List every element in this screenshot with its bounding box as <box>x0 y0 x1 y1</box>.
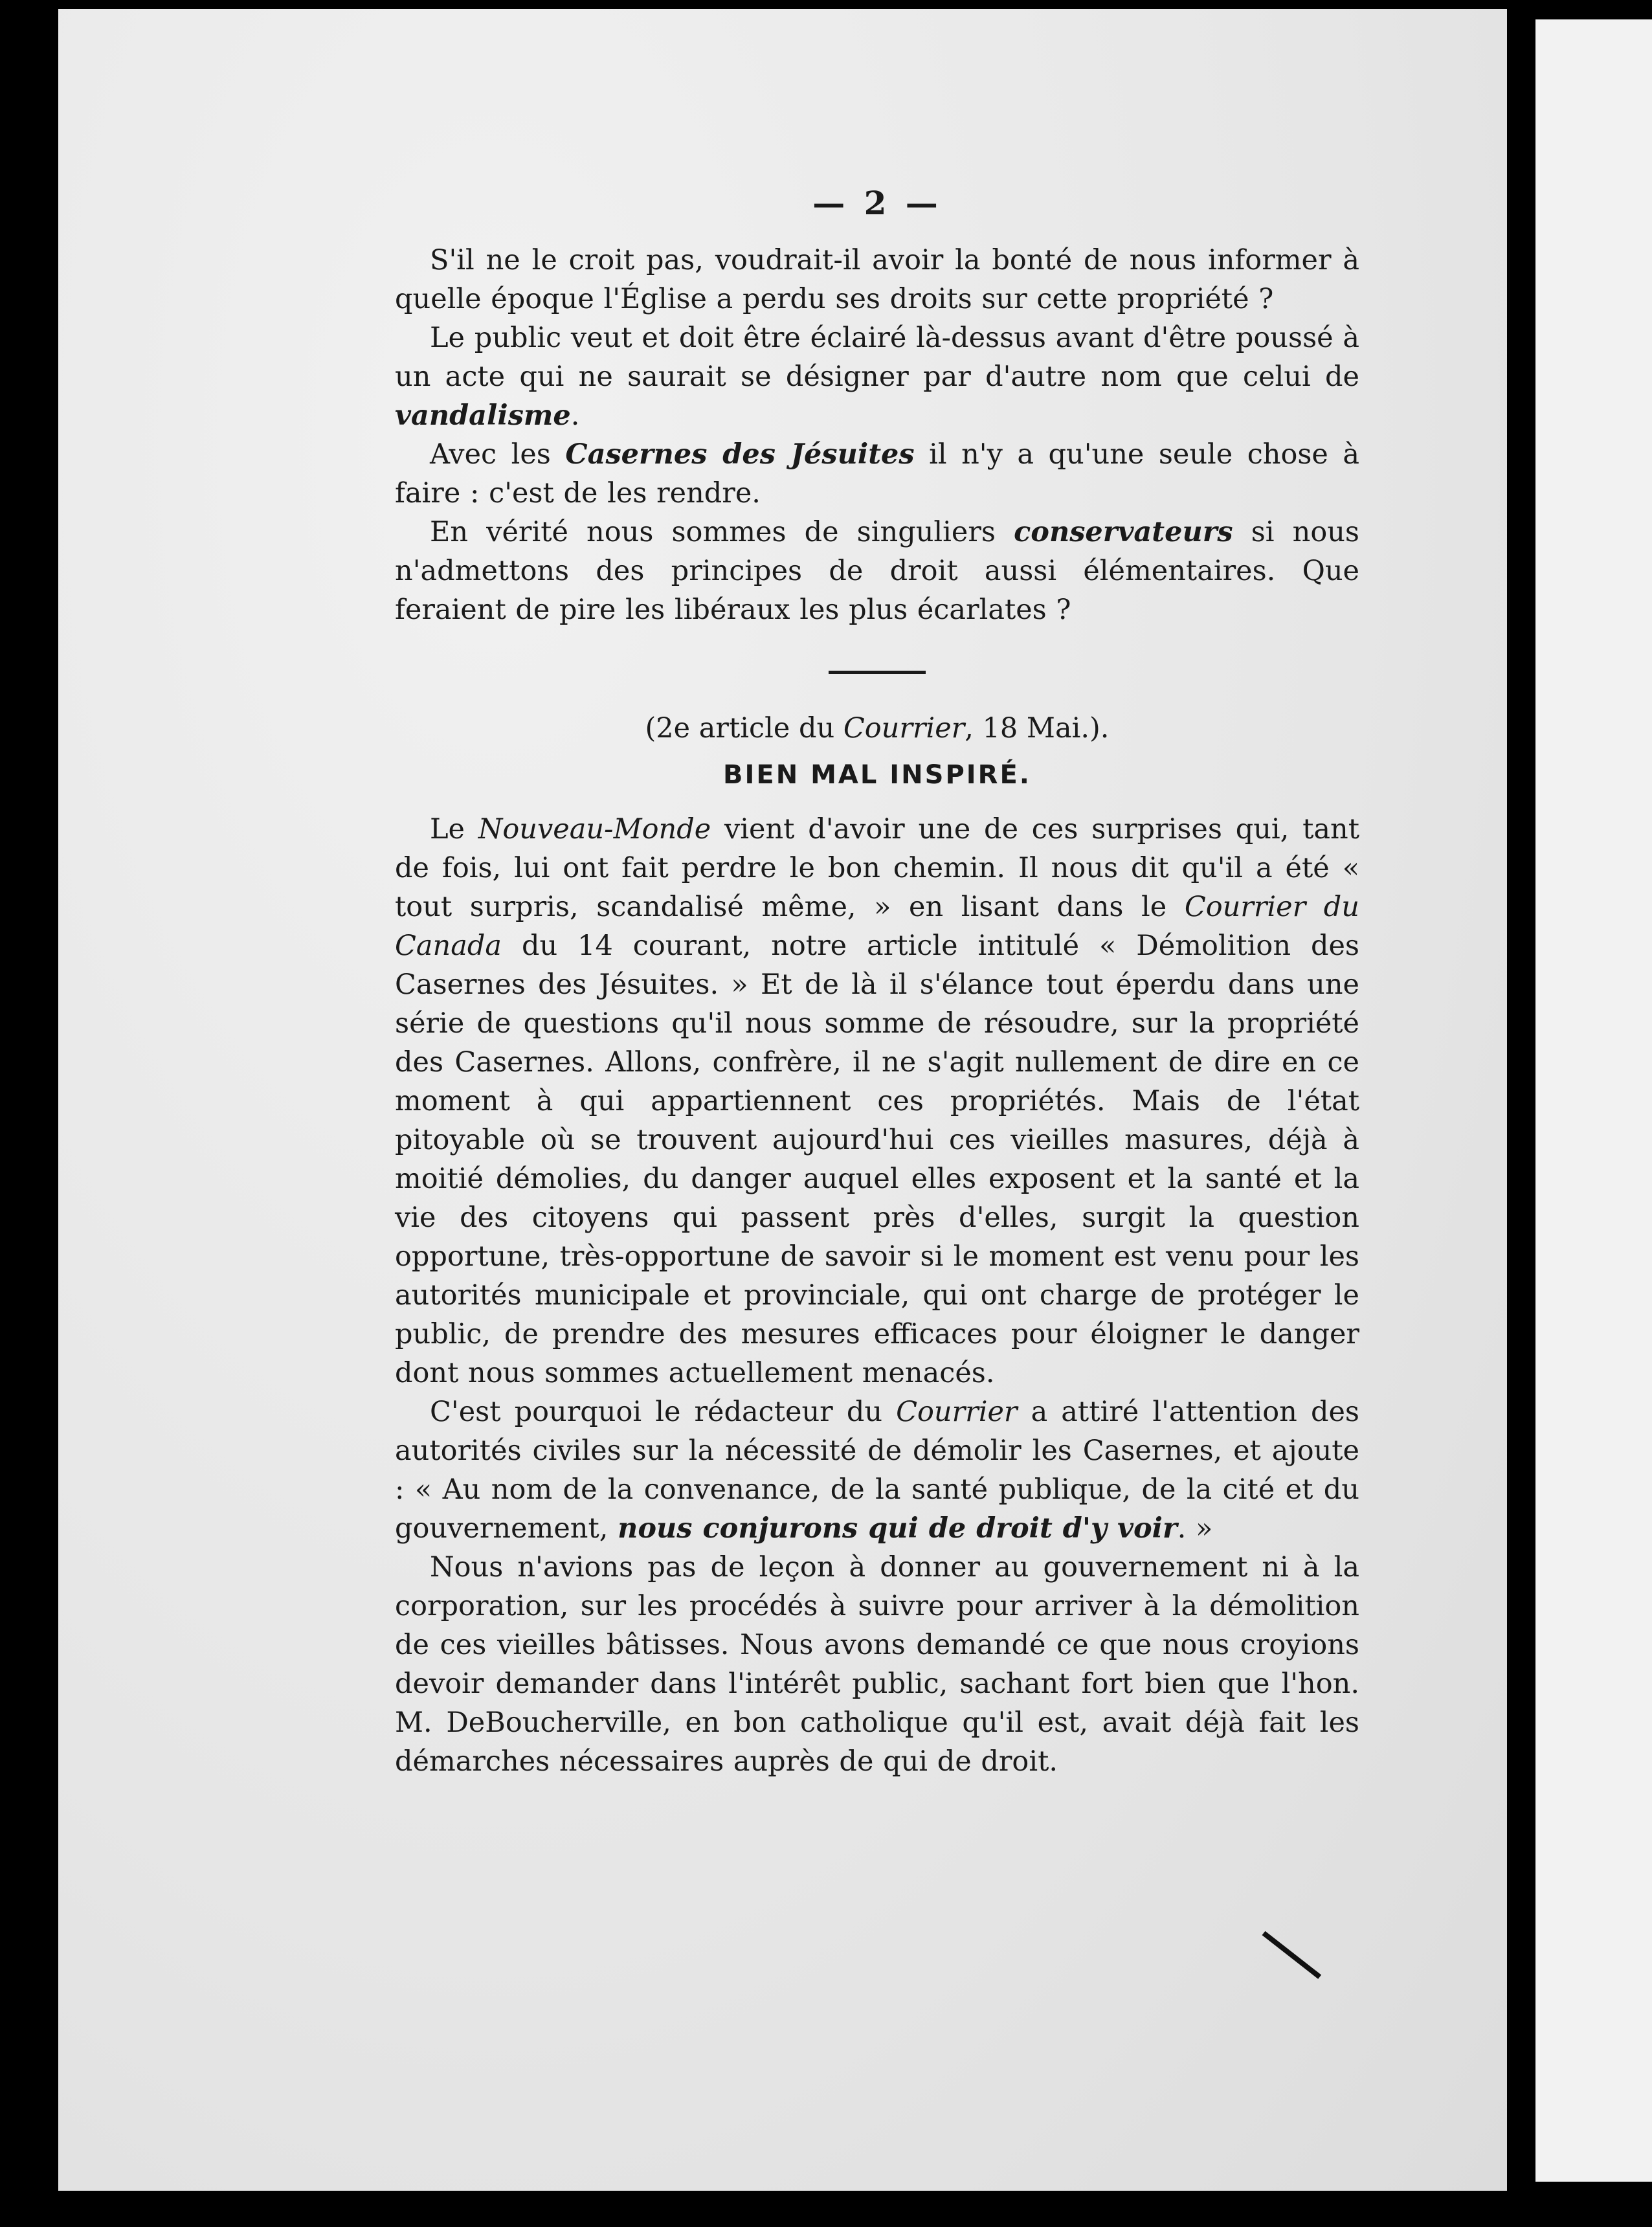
section-heading: BIEN MAL INSPIRÉ. <box>723 760 1031 790</box>
body-paragraph-3: Nous n'avions pas de leçon à donner au gouvernement ni à la corporation, sur les procédés à suivre pour arriver à la démolition de ces vieilles bâtisses. Nous avons demandé ce que nous croyions devoir demander dans l'intérêt public, sachant fort bien que l'hon. M. DeBoucherville, en bon catholique qu'il est, avait déjà fait les démarches nécessaires auprès de qui de droit. <box>395 1551 1359 1778</box>
page-number: — 2 — <box>812 184 942 222</box>
body-paragraph-2: C'est pourquoi le rédacteur du Courrier a attiré l'attention des autorités civiles sur la nécessité de démolir les Casernes, et ajoute : « Au nom de la convenance, de la santé publique, de la cité et du gouvernement, nous conjurons qui de droit d'y voir. » <box>395 1396 1359 1545</box>
ink-mark <box>1262 1931 1322 1979</box>
intro-paragraph-4: En vérité nous sommes de singuliers conservateurs si nous n'admettons des principes de droit aussi élémentaires. Que feraient de pire les libéraux les plus écarlates ? <box>395 516 1359 626</box>
page <box>58 9 1507 2191</box>
italic-term: Courrier du Canada <box>395 891 1359 962</box>
source-line: (2e article du Courrier, 18 Mai.). <box>645 712 1110 744</box>
italic-term: vandalisme <box>395 399 571 432</box>
italic-term: conservateurs <box>1014 516 1233 548</box>
text-column <box>395 184 1359 1781</box>
intro-paragraph-3: Avec les Casernes des Jésuites il n'y a qu'une seule chose à faire : c'est de les rendre. <box>395 438 1359 509</box>
intro-paragraph-1: S'il ne le croit pas, voudrait-il avoir la bonté de nous informer à quelle époque l'Église a perdu ses droits sur cette propriété ? <box>395 244 1359 315</box>
source-italic: Courrier <box>843 712 965 744</box>
section-divider <box>829 671 926 674</box>
intro-paragraph-2: Le public veut et doit être éclairé là-dessus avant d'être poussé à un acte qui ne saurait se désigner par d'autre nom que celui de vandalisme. <box>395 322 1359 432</box>
italic-quote: nous conjurons qui de droit d'y voir <box>618 1512 1178 1545</box>
italic-term: Nouveau-Monde <box>478 813 711 845</box>
adjacent-page-edge <box>1535 19 1652 2182</box>
italic-term: Casernes des Jésuites <box>565 438 915 471</box>
body-paragraph-1: Le Nouveau-Monde vient d'avoir une de ces surprises qui, tant de fois, lui ont fait perdre le bon chemin. Il nous dit qu'il a été « tout surpris, scandalisé même, » en lisant dans le Courrier du Canada du 14 courant, notre article intitulé « Démolition des Casernes des Jésuites. » Et de là il s'élance tout éperdu dans une série de questions qu'il nous somme de résoudre, sur la propriété des Casernes. Allons, confrère, il ne s'agit nullement de dire en ce moment à qui appartiennent ces propriétés. Mais de l'état pitoyable où se trouvent aujourd'hui ces vieilles masures, déjà à moitié démolies, du danger auquel elles exposent et la santé et la vie des citoyens qui passent près d'elles, surgit la question opportune, très-opportune de savoir si le moment est venu pour les autorités municipale et provinciale, qui ont charge de protéger le public, de prendre des mesures efficaces pour éloigner le danger dont nous sommes actuellement menacés. <box>395 813 1359 1389</box>
italic-term: Courrier <box>896 1396 1018 1428</box>
